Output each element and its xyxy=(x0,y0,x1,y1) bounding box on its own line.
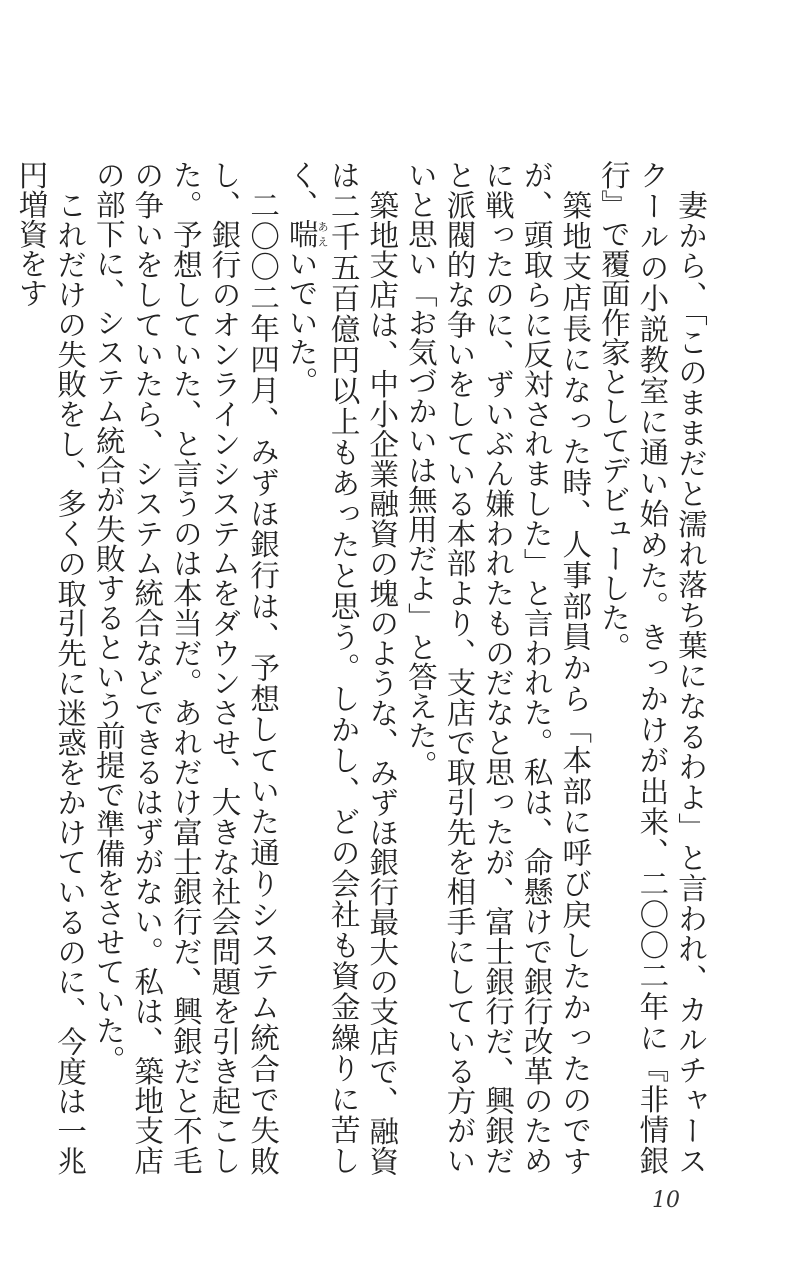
paragraph-3-text-after: いでいた。 xyxy=(284,248,319,396)
ruby-annotation xyxy=(284,219,330,249)
paragraph-3-text-before: 築地支店は、中小企業融資の塊のような、みずほ銀行最大の支店で、融資は二千五百億円以上もあったと思う。しかし、どの会社も資金繰りに苦しく、 xyxy=(284,160,400,1175)
ruby-base: 喘 xyxy=(284,219,319,249)
ruby-reading: あえ xyxy=(316,219,330,249)
page-number: 10 xyxy=(652,1188,680,1213)
vertical-text-body xyxy=(14,160,710,1176)
paragraph-3 xyxy=(282,160,401,1175)
paragraph-5: これだけの失敗をし、多くの取引先に迷惑をかけているのに、今度は一兆円増資をす xyxy=(14,160,88,1175)
paragraph-1: 妻から、「このままだと濡れ落ち葉になるわよ」と言われ、カルチャースクールの小説教室に通い始めた。きっかけが出来、二〇〇二年に『非情銀行』で覆面作家としてデビューした。 xyxy=(596,160,708,1175)
paragraph-4: 二〇〇二年四月、みずほ銀行は、予想していた通りシステム統合で失敗し、銀行のオンラインシステムをダウンさせ、大きな社会問題を引き起こした。予想していた、と言うのは本当だ。あれだけ富士銀行だ、興銀だと不毛の争いをしていたら、システム統合などできるはずがない。私は、築地支店の部下に、システム統合が失敗するという前提で準備をさせていた。 xyxy=(91,160,281,1176)
paragraph-2: 築地支店長になった時、人事部員から「本部に呼び戻したかったのですが、頭取らに反対されました」と言われた。私は、命懸けで銀行改革のために戦ったのに、ずいぶん嫌われたものだなと思ったが、富士銀行だ、興銀だと派閥的な争いをしている本部より、支店で取引先を相手にしている方がいいと思い「お気づかいは無用だよ」と答えた。 xyxy=(403,160,593,1176)
